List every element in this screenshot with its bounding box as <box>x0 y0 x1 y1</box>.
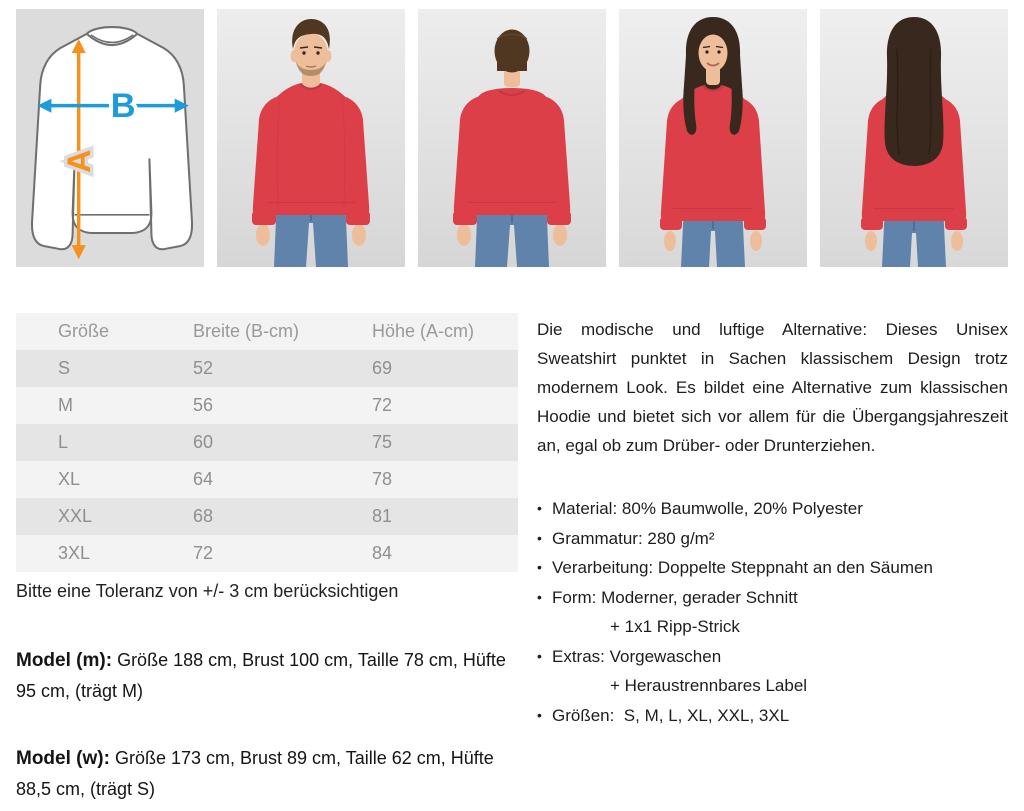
bullet-icon: • <box>537 588 542 605</box>
male-front-photo <box>217 9 405 267</box>
male-back-photo <box>418 9 606 267</box>
width-cell: 52 <box>193 358 214 378</box>
size-cell: XL <box>58 469 81 489</box>
list-item <box>537 583 1008 642</box>
table-row <box>16 350 518 387</box>
size-cell: L <box>58 432 69 452</box>
feature-list <box>537 494 1008 730</box>
size-cell: S <box>58 358 71 378</box>
size-cell: XXL <box>58 506 93 526</box>
table-row <box>16 498 518 535</box>
height-cell: 69 <box>372 358 393 378</box>
list-item <box>537 524 1008 554</box>
height-cell: 84 <box>372 543 393 563</box>
model-m-text: Größe 188 cm, Brust 100 cm, Taille 78 cm, Hüfte 95 cm, (trägt M) <box>16 650 506 701</box>
tolerance-note: Bitte eine Toleranz von +/- 3 cm berücksichtigen <box>16 581 399 601</box>
feature-verarbeitung: Verarbeitung: Doppelte Steppnaht an den Säumen <box>552 558 933 577</box>
model-m-label: Model (m): <box>16 650 113 671</box>
feature-groessen: Größen: S, M, L, XL, XXL, 3XL <box>552 705 790 725</box>
height-cell: 78 <box>372 469 393 489</box>
table-row <box>16 387 518 424</box>
width-cell: 72 <box>193 543 214 563</box>
bullet-icon: • <box>537 529 542 546</box>
female-front-photo <box>619 9 807 267</box>
height-label: A <box>60 149 97 173</box>
table-row <box>16 461 518 498</box>
size-table <box>16 313 518 572</box>
feature-form-sub: + 1x1 Ripp-Strick <box>610 617 740 636</box>
photo-model-male-back <box>418 9 606 267</box>
list-item <box>537 642 1008 701</box>
photo-model-female-front <box>619 9 807 267</box>
size-table-header-row <box>16 313 518 350</box>
table-row <box>16 535 518 572</box>
photo-model-male-front <box>217 9 405 267</box>
size-cell: M <box>58 395 73 415</box>
width-label: B <box>110 86 136 125</box>
photo-model-female-back <box>820 9 1008 267</box>
bullet-icon: • <box>537 706 542 723</box>
col-header-height: Höhe (A-cm) <box>372 321 475 341</box>
sweatshirt-measurement-diagram <box>16 9 204 267</box>
model-w-text: Größe 173 cm, Brust 89 cm, Taille 62 cm, Hüfte 88,5 cm, (trägt S) <box>16 748 494 799</box>
size-info-column <box>16 313 518 805</box>
product-image-strip <box>16 9 1008 267</box>
list-item <box>537 553 1008 583</box>
height-cell: 72 <box>372 395 393 415</box>
size-cell: 3XL <box>58 543 91 563</box>
width-cell: 60 <box>193 432 214 452</box>
col-header-width: Breite (B-cm) <box>193 321 300 341</box>
bullet-icon: • <box>537 647 542 664</box>
bullet-icon: • <box>537 500 542 516</box>
feature-form: Form: Moderner, gerader Schnitt <box>552 587 798 607</box>
model-w-label: Model (w): <box>16 748 110 769</box>
feature-material: Material: 80% Baumwolle, 20% Polyester <box>552 499 863 518</box>
table-row <box>16 424 518 461</box>
list-item <box>537 494 1008 524</box>
feature-extras-sub: + Heraustrennbares Label <box>610 676 808 695</box>
height-cell: 81 <box>372 506 393 526</box>
product-description: Die modische und luftige Alternative: Dieses Unisex Sweatshirt punktet in Sachen klassischem Design trotz modernem Look. Es bildet eine Alternative zum klassischen Hoodie und bietet sich vor allem für die Übergangsjahreszeit an, egal ob zum Drüber- oder Drunterziehen. <box>537 320 1008 455</box>
feature-extras: Extras: Vorgewaschen <box>552 646 722 666</box>
feature-grammatur: Grammatur: 280 g/m² <box>552 528 715 548</box>
female-back-photo <box>820 9 1008 267</box>
product-details-column <box>537 315 1008 730</box>
model-w-measurements <box>16 743 521 805</box>
width-cell: 68 <box>193 506 214 526</box>
width-cell: 64 <box>193 469 214 489</box>
size-diagram-panel <box>16 9 204 267</box>
col-header-size: Größe <box>58 321 110 341</box>
list-item <box>537 701 1008 731</box>
height-cell: 75 <box>372 432 393 452</box>
bullet-icon: • <box>537 559 542 575</box>
width-cell: 56 <box>193 395 214 415</box>
model-m-measurements <box>16 645 521 707</box>
